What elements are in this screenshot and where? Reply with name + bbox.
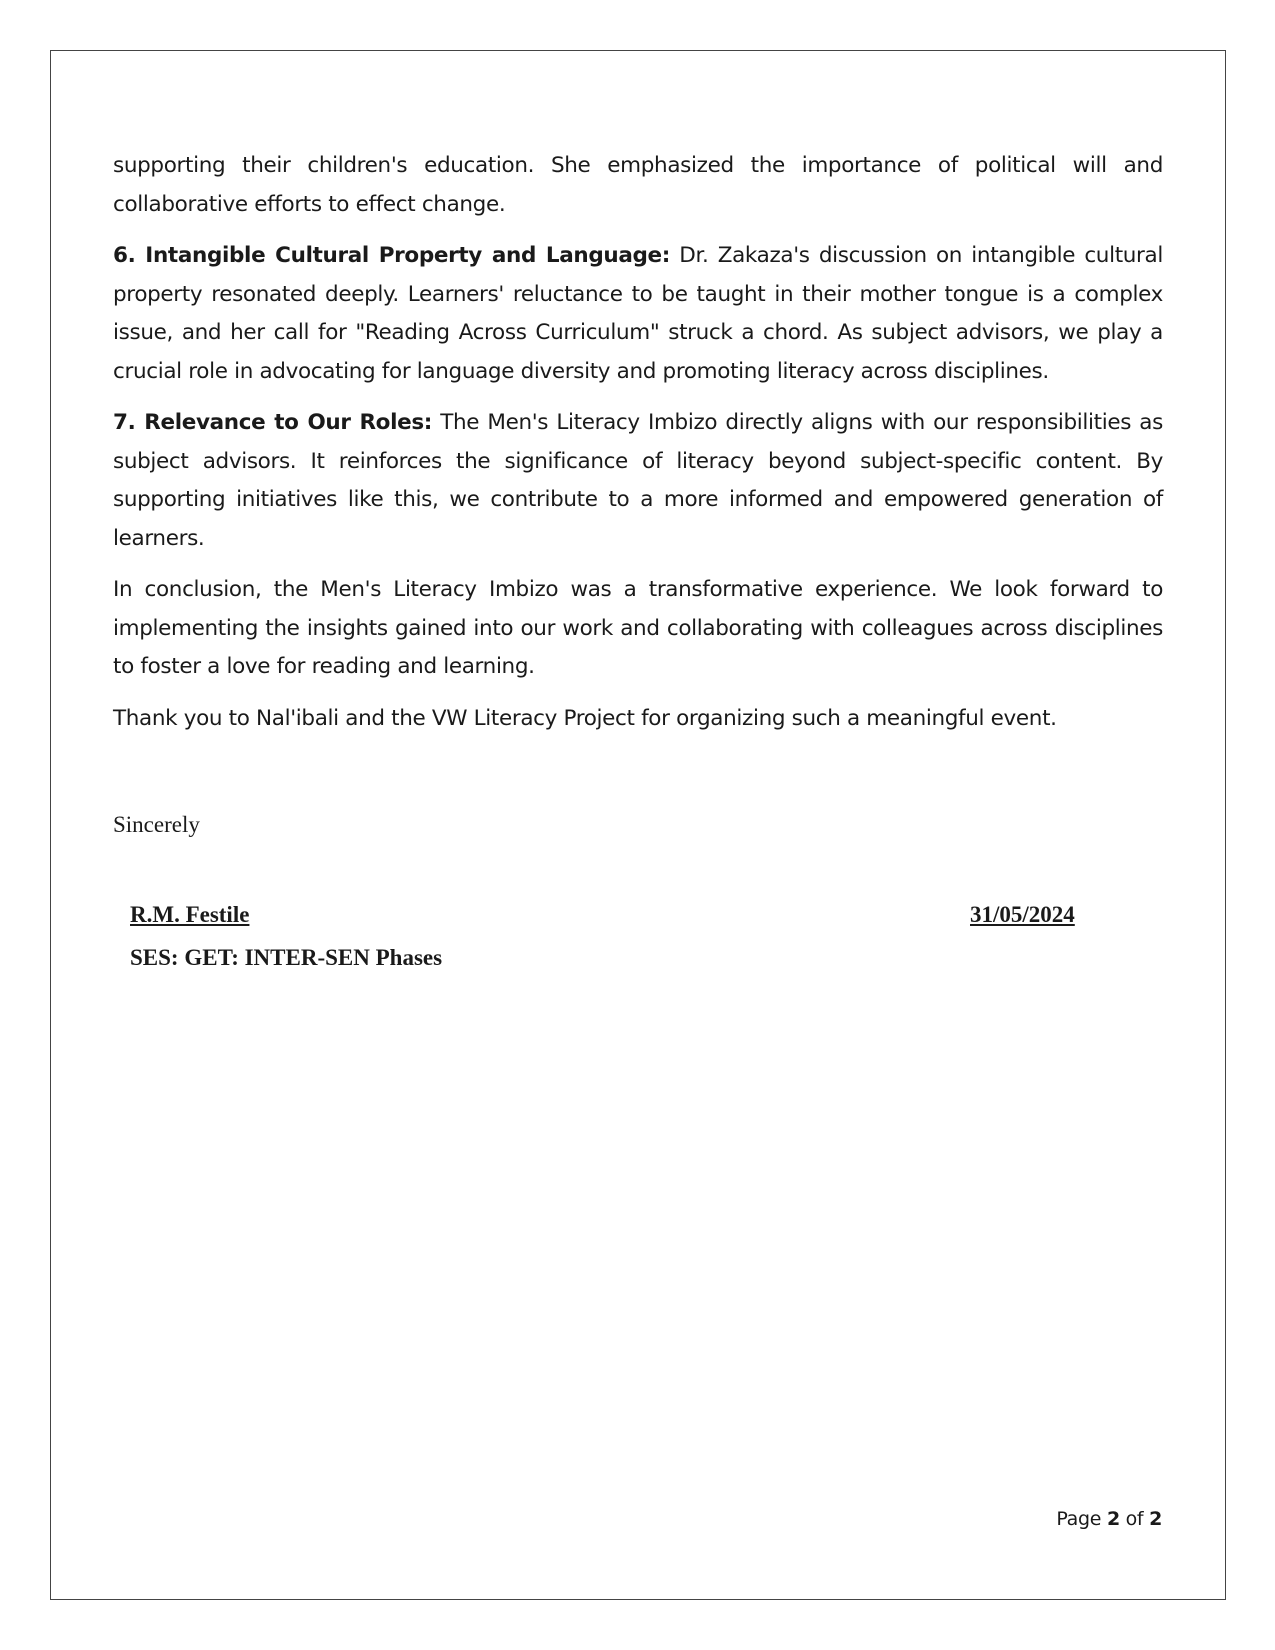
paragraph-heading: 7. Relevance to Our Roles: xyxy=(113,410,433,435)
paragraph-cultural-property xyxy=(113,237,1163,391)
page-word: Page xyxy=(1056,1508,1102,1530)
paragraph-heading: 6. Intangible Cultural Property and Language: xyxy=(113,243,671,268)
total-page-count: 2 xyxy=(1149,1508,1162,1530)
paragraph-text: Dr. Zakaza's discussion on intangible cultural property resonated deeply. Learners' reluctance to be taught in their mother tongue is a complex issue, and her call for "Reading Across Curriculum" struck a chord. As subject advisors, we play a crucial role in advocating for language diversity and promoting literacy across disciplines. xyxy=(113,243,1163,384)
paragraph-text: supporting their children's education. She emphasized the importance of political will and collaborative efforts to effect change. xyxy=(113,153,1163,217)
of-word: of xyxy=(1125,1508,1144,1530)
paragraph-text: In conclusion, the Men's Literacy Imbizo was a transformative experience. We look forward to implementing the insights gained into our work and collaborating with colleagues across disciplines to foster a love for reading and learning. xyxy=(113,577,1163,679)
signer-name: R.M. Festile xyxy=(130,902,250,927)
current-page-number: 2 xyxy=(1106,1508,1120,1530)
paragraph-text: The Men's Literacy Imbizo directly aligns with our responsibilities as subject advisors. It reinforces the significance of literacy beyond subject-specific content. By supporting initiatives like this, we contribute to a more informed and empowered generation of learners. xyxy=(113,410,1163,551)
paragraph-text: Thank you to Nal'ibali and the VW Literacy Project for organizing such a meaningful event. xyxy=(113,705,1057,731)
paragraph-conclusion xyxy=(113,571,1163,687)
signer-title: SES: GET: INTER-SEN Phases xyxy=(130,945,443,970)
closing-salutation: Sincerely xyxy=(113,812,200,837)
letter-body xyxy=(113,147,1163,751)
paragraph-relevance xyxy=(113,404,1163,558)
paragraph-thanks xyxy=(113,700,1163,739)
paragraph-intro-continuation xyxy=(113,147,1163,224)
signature-date: 31/05/2024 xyxy=(970,902,1075,927)
page-number-footer xyxy=(1056,1508,1162,1530)
